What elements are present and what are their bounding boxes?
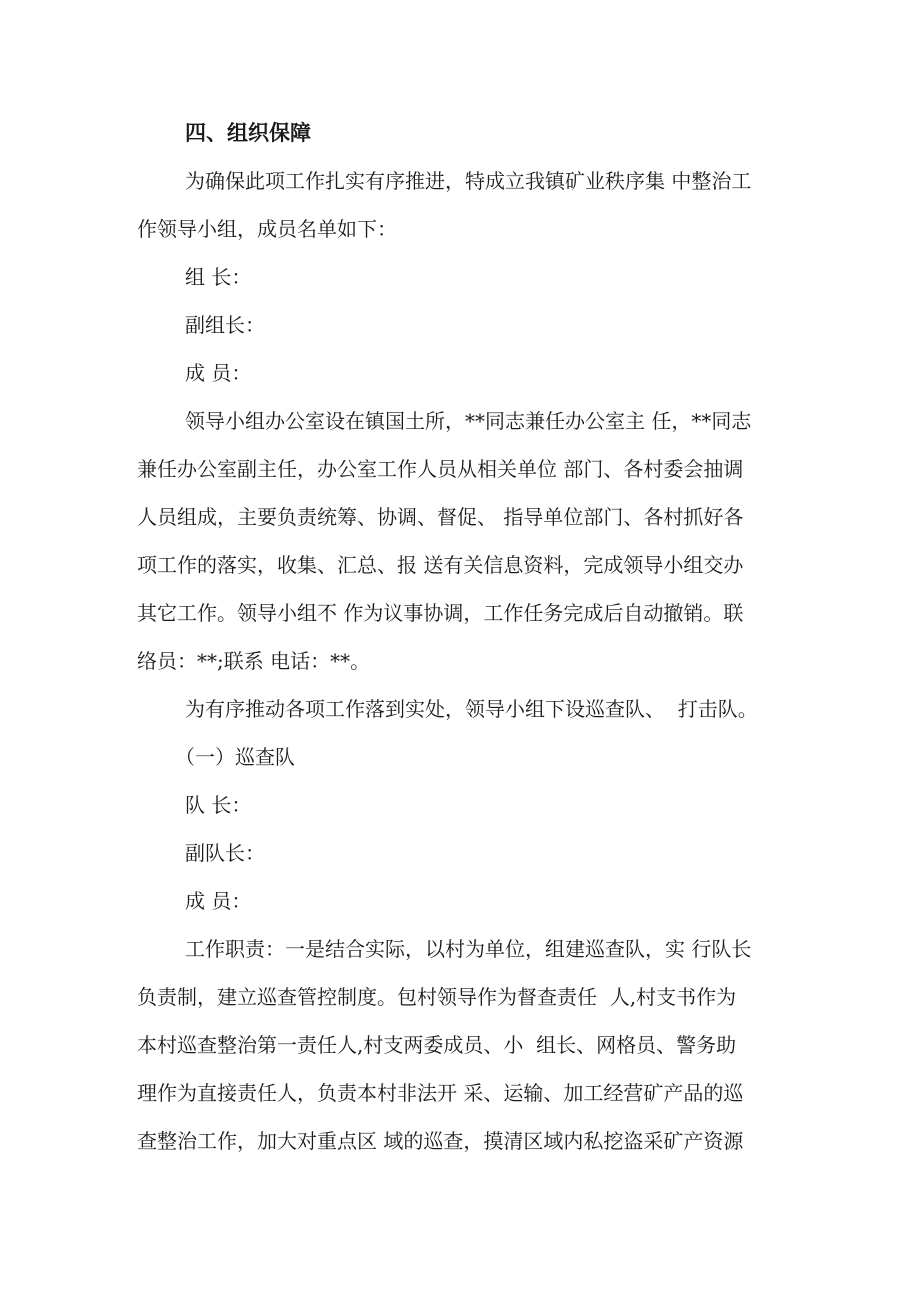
subsection-title: （一）巡查队 (175, 745, 295, 769)
paragraph-line: 作领导小组，成员名单如下： (137, 217, 397, 241)
paragraph-line: 负责制，建立巡查管控制度。包村领导作为督查责任 人,村支书作为 (137, 985, 737, 1009)
captain-label: 队 长： (185, 793, 252, 817)
paragraph-line: 为确保此项工作扎实有序推进，特成立我镇矿业秩序集 中整治工 (185, 169, 752, 193)
paragraph-line: 领导小组办公室设在镇国土所，**同志兼任办公室主 任，**同志 (185, 409, 752, 433)
paragraph-line: 查整治工作，加大对重点区 域的巡查，摸清区域内私挖盗采矿产资源 (137, 1129, 744, 1153)
members-label: 成 员： (185, 361, 252, 385)
paragraph-line: 人员组成，主要负责统筹、协调、督促、 指导单位部门、各村抓好各 (137, 505, 744, 529)
paragraph-line: 本村巡查整治第一责任人,村支两委成员、小 组长、网格员、警务助 (137, 1033, 737, 1057)
deputy-leader-label: 副组长： (185, 313, 265, 337)
section-heading: 四、组织保障 (185, 121, 311, 145)
paragraph-line: 其它工作。领导小组不 作为议事协调，工作任务完成后自动撤销。联 (137, 601, 744, 625)
vice-captain-label: 副队长： (185, 841, 265, 865)
paragraph-line: 络员：**;联系 电话：**。 (137, 649, 371, 673)
paragraph-line: 为有序推动各项工作落到实处，领导小组下设巡查队、 打击队。 (185, 697, 758, 721)
paragraph-line: 兼任办公室副主任，办公室工作人员从相关单位 部门、各村委会抽调 (137, 457, 744, 481)
paragraph-line: 工作职责：一是结合实际，以村为单位，组建巡查队，实 行队长 (185, 937, 752, 961)
group-leader-label: 组 长： (185, 265, 252, 289)
team-members-label: 成 员： (185, 889, 252, 913)
paragraph-line: 项工作的落实，收集、汇总、报 送有关信息资料，完成领导小组交办 (137, 553, 744, 577)
paragraph-line: 理作为直接责任人，负责本村非法开 采、运输、加工经营矿产品的巡 (137, 1081, 744, 1105)
